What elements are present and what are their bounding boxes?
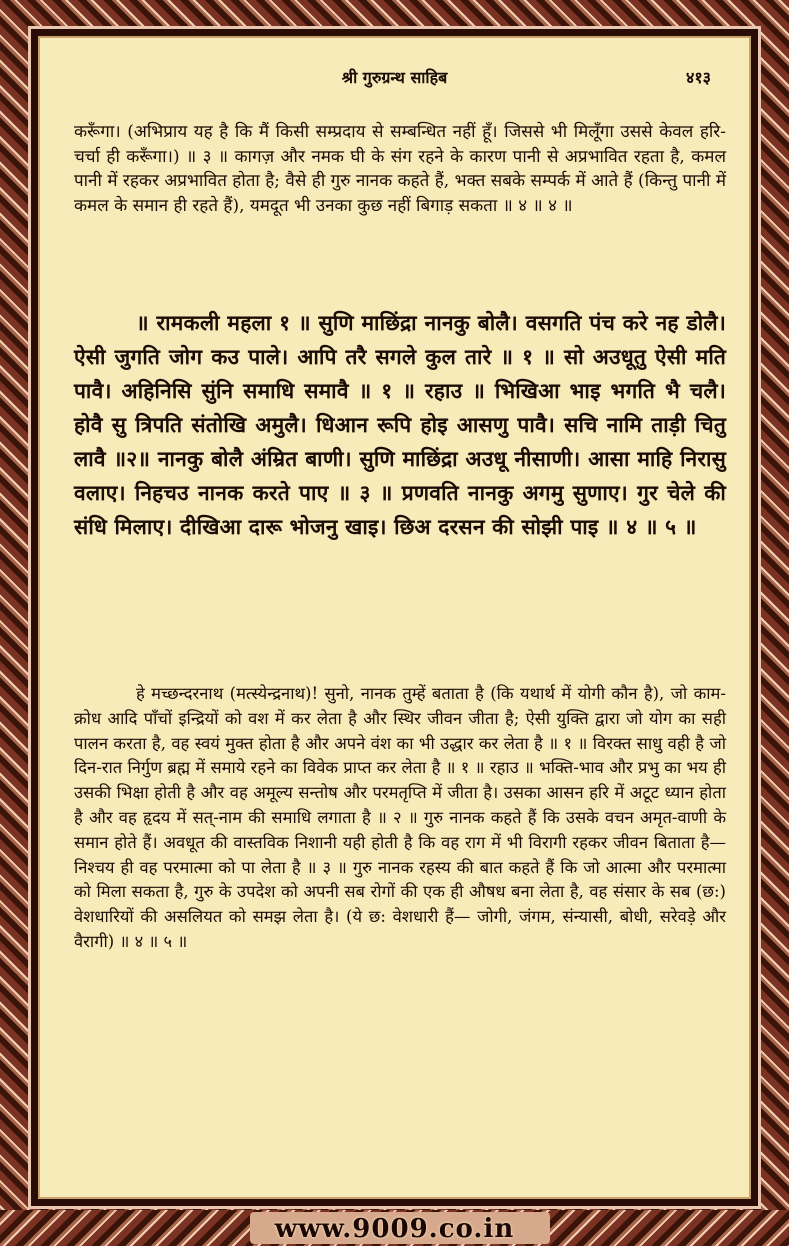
commentary-paragraph-2: हे मच्छन्दरनाथ (मत्स्येन्द्रनाथ)! सुनो, नानक तुम्हें बताता है (कि यथार्थ में योगी कौन है), जो काम-क्रोध आदि पाँचों इन्द्रियों को वश में कर लेता है और स्थिर जीवन जीता है; ऐसी युक्ति द्वारा जो योग का सही पालन करता है, वह स्वयं मुक्त होता है और अपने वंश का भी उद्धार कर लेता है ॥ १ ॥ विरक्त साधु वही है जो दिन-रात निर्गुण ब्रह्म में समाये रहने का विवेक प्राप्त कर लेता है ॥ १ ॥ रहाउ ॥ भक्ति-भाव और प्रभु का भय ही उसकी भिक्षा होती है और वह अमूल्य सन्तोष और परमतृप्ति में जीता है। उसका आसन हरि में अटूट ध्यान होता है और वह हृदय में सत्-नाम की समाधि लगाता है ॥ २ ॥ गुरु नानक कहते हैं कि उसके वचन अमृत-वाणी के समान होते हैं। अवधूत की वास्तविक निशानी यही होती है कि वह राग में भी विरागी रहकर जीवन बिताता है— निश्चय ही वह परमात्मा को पा लेता है ॥ ३ ॥ गुरु नानक रहस्य की बात कहते हैं कि जो आत्मा और परमात्मा को मिला सकता है, गुरु के उपदेश को अपनी सब रोगों की एक ही औषध बना लेता है, वह संसार के सब (छ:) वेशधारियों की असलियत को समझ लेता है। (ये छ: वेशधारी हैं— जोगी, जंगम, संन्यासी, बोधी, सरेवड़े और वैरागी) ॥ ४ ॥ ५ ॥ — [74, 684, 726, 951]
scripture-page — [38, 36, 751, 1199]
page-header — [40, 64, 749, 88]
commentary-paragraph-1: करूँगा। (अभिप्राय यह है कि मैं किसी सम्प्रदाय से सम्बन्धित नहीं हूँ। जिससे भी मिलूँगा उससे केवल हरि-चर्चा ही करूँगा।) ॥ ३ ॥ कागज़ और नमक घी के संग रहने के कारण पानी से अप्रभावित रहता है, कमल पानी में रहकर अप्रभावित होता है; वैसे ही गुरु नानक कहते हैं, भक्त सबके सम्पर्क में आते हैं (किन्तु पानी में कमल के समान ही रहते हैं), यमदूत भी उनका कुछ नहीं बिगाड़ सकता ॥ ४ ॥ ४ ॥ — [74, 122, 726, 216]
footer — [0, 1210, 789, 1246]
gurbani-verse: ॥ रामकली महला १ ॥ सुणि माछिंद्रा नानकु बोलै। वसगति पंच करे नह डोलै। ऐसी जुगति जोग कउ पाले। आपि तरै सगले कुल तारे ॥ १ ॥ सो अउधूतु ऐसी मति पावै। अहिनिसि सुंनि समाधि समावै ॥ १ ॥ रहाउ ॥ भिखिआ भाइ भगति भै चलै। होवै सु त्रिपति संतोखि अमुलै। धिआन रूपि होइ आसणु पावै। सचि नामि ताड़ी चितु लावै ॥२॥ नानकु बोलै अंम्रित बाणी। सुणि माछिंद्रा अउधू नीसाणी। आसा माहि निरासु वलाए। निहचउ नानक करते पाए ॥ ३ ॥ प्रणवति नानकु अगमु सुणाए। गुर चेले की संधि मिलाए। दीखिआ दारू भोजनु खाइ। छिअ दरसन की सोझी पाइ ॥ ४ ॥ ५ ॥ — [74, 310, 726, 539]
website-url: www.9009.co.in — [274, 1214, 515, 1244]
page-title: श्री गुरुग्रन्थ साहिब — [341, 68, 448, 87]
page-number: ४१३ — [686, 68, 711, 87]
